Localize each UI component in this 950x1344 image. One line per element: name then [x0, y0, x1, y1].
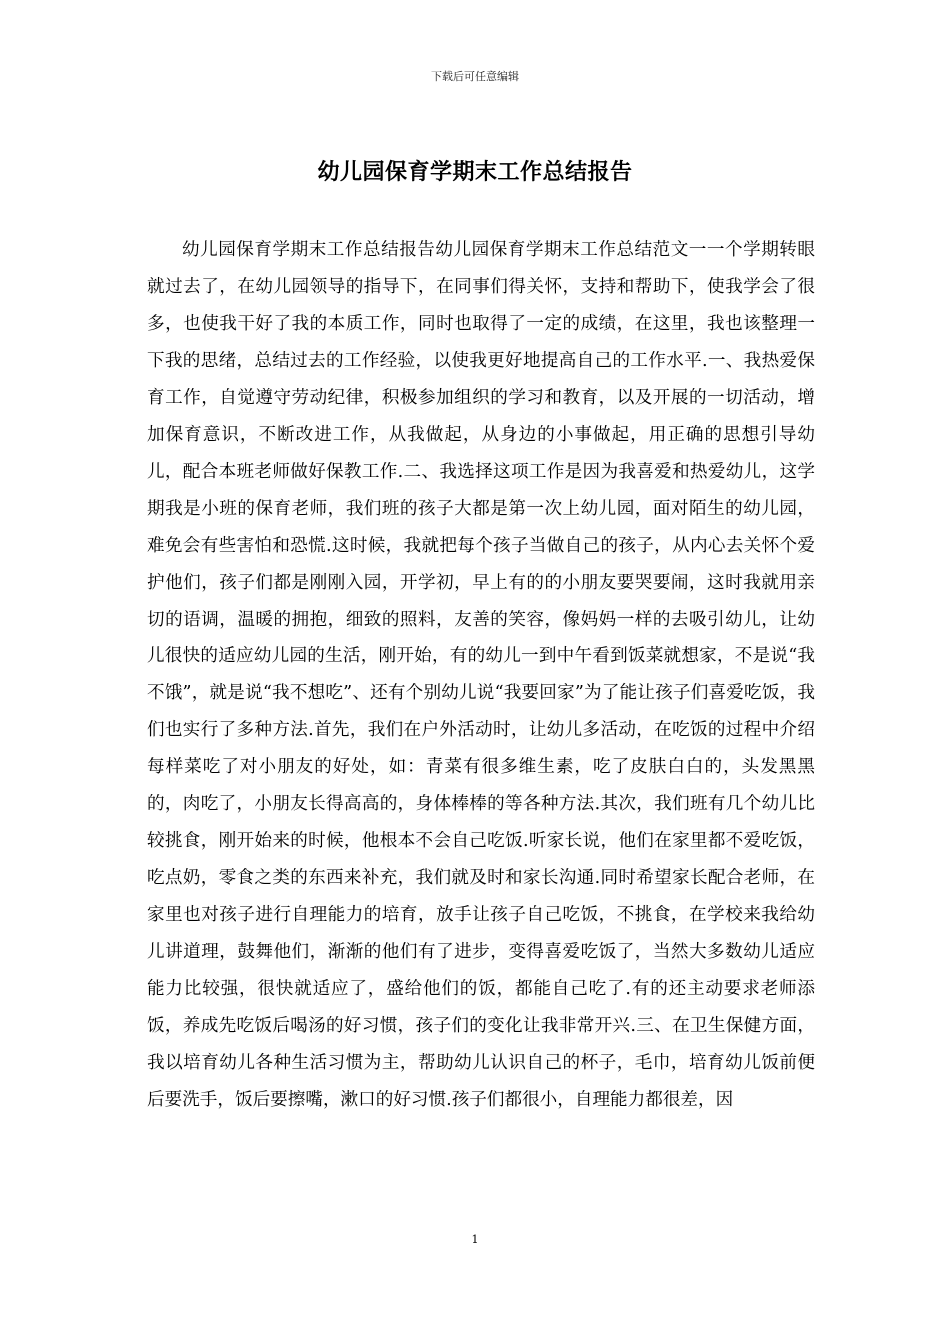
page-number: 1 — [471, 1233, 479, 1246]
header-note: 下载后可任意编辑 — [431, 70, 519, 83]
body-paragraph: 幼儿园保育学期末工作总结报告幼儿园保育学期末工作总结范文一一个学期转眼就过去了，在幼儿园领导的指导下，在同事们得关怀，支持和帮助下，使我学会了很多，也使我干好了我的本质工作，同时也取得了一定的成绩，在这里，我也该整理一下我的思绪，总结过去的工作经验，以使我更好地提高自己的工作水平.一、我热爱保育工作，自觉遵守劳动纪律，积极参加组织的学习和教育，以及开展的一切活动，增加保育意识，不断改进工作，从我做起，从身边的小事做起，用正确的思想引导幼儿，配合本班老师做好保教工作.二、我选择这项工作是因为我喜爱和热爱幼儿，这学期我是小班的保育老师，我们班的孩子大都是第一次上幼儿园，面对陌生的幼儿园，难免会有些害怕和恐慌.这时候，我就把每个孩子当做自己的孩子，从内心去关怀个爱护他们，孩子们都是刚刚入园，开学初，早上有的的小朋友要哭要闹，这时我就用亲切的语调，温暖的拥抱，细致的照料，友善的笑容，像妈妈一样的去吸引幼儿，让幼儿很快的适应幼儿园的生活，刚开始，有的幼儿一到中午看到饭菜就想家，不是说“我不饿”，就是说“我不想吃”、还有个别幼儿说“我要回家”为了能让孩子们喜爱吃饭，我们也实行了多种方法.首先，我们在户外活动时，让幼儿多活动，在吃饭的过程中介绍每样菜吃了对小朋友的好处，如：青菜有很多维生素，吃了皮肤白白的，头发黑黑的，肉吃了，小朋友长得高高的，身体棒棒的等各种方法.其次，我们班有几个幼儿比较挑食，刚开始来的时候，他根本不会自己吃饭.听家长说，他们在家里都不爱吃饭，吃点奶，零食之类的东西来补充，我们就及时和家长沟通.同时希望家长配合老师，在家里也对孩子进行自理能力的培育，放手让孩子自己吃饭，不挑食，在学校来我给幼儿讲道理，鼓舞他们，渐渐的他们有了进步，变得喜爱吃饭了，当然大多数幼儿适应能力比较强，很快就适应了，盛给他们的饭，都能自己吃了.有的还主动要求老师添饭，养成先吃饭后喝汤的好习惯，孩子们的变化让我非常开兴.三、在卫生保健方面，我以培育幼儿各种生活习惯为主，帮助幼儿认识自己的杯子，毛巾，培育幼儿饭前便后要洗手，饭后要擦嘴，漱口的好习惯.孩子们都很小，自理能力都很差，因 — [147, 240, 815, 1110]
document-title: 幼儿园保育学期末工作总结报告 — [317, 159, 633, 185]
